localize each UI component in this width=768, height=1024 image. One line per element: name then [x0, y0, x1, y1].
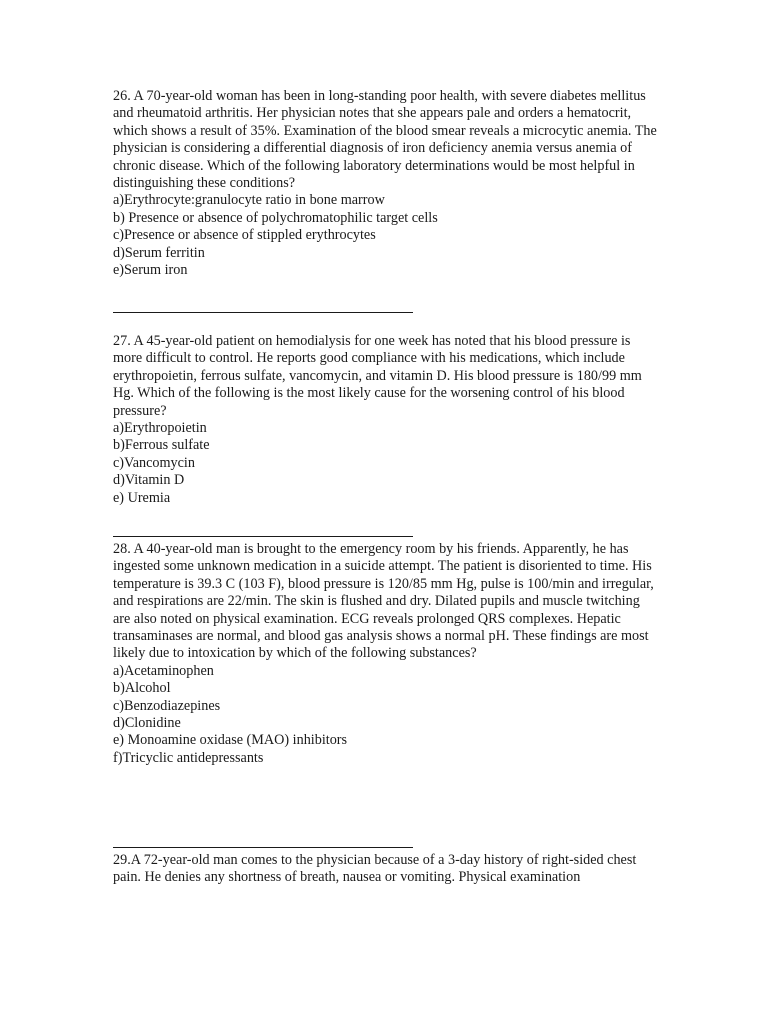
answer-option: e) Uremia: [113, 489, 171, 506]
question-26: [113, 88, 658, 279]
question-28: [113, 541, 658, 767]
answer-option: c)Benzodiazepines: [113, 697, 221, 714]
answer-option: e) Monoamine oxidase (MAO) inhibitors: [113, 732, 348, 749]
separator-line: [113, 312, 413, 313]
answer-option: b)Alcohol: [113, 680, 171, 697]
answer-option: f)Tricyclic antidepressants: [113, 749, 264, 766]
answer-option: a)Acetaminophen: [113, 662, 214, 679]
question-stem: 28. A 40-year-old man is brought to the emergency room by his friends. Apparently, he has ingested some unknown medication in a suicide attempt. The patient is disoriented to time. His temperature is 39.3 C (103 F), blood pressure is 120/85 mm Hg, pulse is 100/min and irregular, and respirations are 22/min. The skin is flushed and dry. Dilated pupils and muscle twitching are also noted on physical examination. ECG reveals prolonged QRS complexes. Hepatic transaminases are normal, and blood gas analysis shows a normal pH. These findings are most likely due to intoxication by which of the following substances?: [113, 541, 654, 662]
answer-option: a)Erythrocyte:granulocyte ratio in bone marrow: [113, 192, 385, 209]
question-stem: 29.A 72-year-old man comes to the physician because of a 3-day history of right-sided chest pain. He denies any shortness of breath, nausea or vomiting. Physical examination: [113, 852, 637, 886]
answer-option: c)Presence or absence of stippled erythrocytes: [113, 227, 376, 244]
answer-option: d)Clonidine: [113, 715, 181, 732]
answer-option: d)Vitamin D: [113, 472, 185, 489]
question-stem: 26. A 70-year-old woman has been in long-standing poor health, with severe diabetes mellitus and rheumatoid arthritis. Her physician notes that she appears pale and orders a hematocrit, which shows a result of 35%. Examination of the blood smear reveals a microcytic anemia. The physician is considering a differential diagnosis of iron deficiency anemia versus anemia of chronic disease. Which of the following laboratory determinations would be most helpful in distinguishing these conditions?: [113, 88, 657, 192]
question-27: [113, 333, 658, 507]
answer-options: [113, 192, 658, 279]
separator-line: [113, 536, 413, 537]
answer-options: [113, 420, 658, 507]
answer-options: [113, 663, 658, 767]
answer-option: d)Serum ferritin: [113, 244, 205, 261]
separator-line: [113, 847, 413, 848]
answer-option: e)Serum iron: [113, 262, 188, 279]
answer-option: b)Ferrous sulfate: [113, 437, 210, 454]
answer-option: a)Erythropoietin: [113, 420, 207, 437]
answer-option: c)Vancomycin: [113, 454, 195, 471]
answer-option: b) Presence or absence of polychromatophilic target cells: [113, 209, 438, 226]
question-29: [113, 852, 658, 887]
question-stem: 27. A 45-year-old patient on hemodialysis for one week has noted that his blood pressure is more difficult to control. He reports good compliance with his medications, which include erythropoietin, ferrous sulfate, vancomycin, and vitamin D. His blood pressure is 180/99 mm Hg. Which of the following is the most likely cause for the worsening control of his blood pressure?: [113, 333, 642, 419]
